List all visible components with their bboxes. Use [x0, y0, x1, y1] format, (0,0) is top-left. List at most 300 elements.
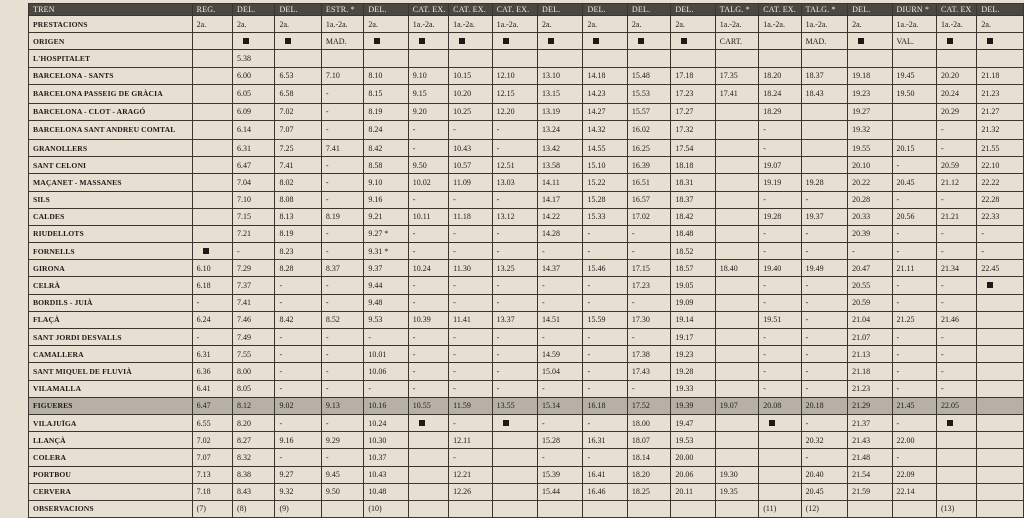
- square-icon: [593, 37, 599, 46]
- time-cell: [977, 466, 1024, 483]
- time-cell: -: [801, 329, 847, 346]
- square-icon: [503, 419, 509, 428]
- time-cell: -: [583, 243, 627, 260]
- time-cell: [492, 432, 537, 449]
- time-cell: [408, 500, 448, 517]
- time-cell: [892, 500, 936, 517]
- time-cell: 1a.-2a.: [759, 16, 801, 33]
- time-cell: 8.52: [321, 311, 363, 328]
- time-cell: 9.02: [275, 397, 321, 414]
- time-cell: [936, 50, 976, 67]
- time-cell: 19.33: [671, 380, 715, 397]
- timetable-row: [29, 449, 1024, 466]
- time-cell: -: [538, 277, 583, 294]
- time-cell: -: [492, 225, 537, 242]
- time-cell: 20.40: [801, 466, 847, 483]
- time-cell: 8.37: [321, 260, 363, 277]
- time-cell: 19.07: [715, 397, 758, 414]
- time-cell: 7.18: [192, 483, 232, 500]
- column-header-train-type: CAT. EX.: [759, 4, 801, 16]
- time-cell: [715, 500, 758, 517]
- time-cell: 19.14: [671, 311, 715, 328]
- time-cell: 14.37: [538, 260, 583, 277]
- time-cell: 19.32: [848, 120, 892, 139]
- station-name: SANT MIQUEL DE FLUVIÀ: [29, 363, 193, 380]
- time-cell: 11.59: [449, 397, 492, 414]
- time-cell: 21.27: [977, 103, 1024, 120]
- time-cell: -: [583, 380, 627, 397]
- time-cell: [977, 432, 1024, 449]
- time-cell: [759, 50, 801, 67]
- time-cell: [715, 363, 758, 380]
- time-cell: [192, 84, 232, 103]
- square-icon: [769, 419, 775, 428]
- origin-square-icon: [364, 33, 408, 50]
- time-cell: (11): [759, 500, 801, 517]
- time-cell: -: [759, 225, 801, 242]
- time-cell: 18.48: [671, 225, 715, 242]
- time-cell: 19.28: [801, 174, 847, 191]
- time-cell: [583, 500, 627, 517]
- time-cell: [449, 500, 492, 517]
- time-cell: -: [801, 346, 847, 363]
- time-cell: -: [759, 139, 801, 156]
- time-cell: 18.00: [627, 414, 670, 431]
- timetable-row: [29, 67, 1024, 84]
- time-cell: -: [408, 120, 448, 139]
- time-cell: 20.28: [848, 191, 892, 208]
- time-cell: -: [801, 449, 847, 466]
- column-header-train-type: CAT. EX.: [492, 4, 537, 16]
- time-cell: -: [936, 363, 976, 380]
- time-cell: 21.54: [848, 466, 892, 483]
- column-header-train-type: DEL.: [977, 4, 1024, 16]
- station-name: L'HOSPITALET: [29, 50, 193, 67]
- time-cell: -: [627, 294, 670, 311]
- time-cell: -: [321, 329, 363, 346]
- timetable-row: [29, 414, 1024, 431]
- station-name: FIGUERES: [29, 397, 193, 414]
- origin-square-icon: [977, 277, 1024, 294]
- time-cell: 20.33: [848, 208, 892, 225]
- time-cell: -: [492, 294, 537, 311]
- origin-square-icon: [492, 414, 537, 431]
- time-cell: 12.10: [492, 67, 537, 84]
- time-cell: 6.24: [192, 311, 232, 328]
- time-cell: [492, 483, 537, 500]
- time-cell: [977, 500, 1024, 517]
- time-cell: 19.53: [671, 432, 715, 449]
- time-cell: -: [321, 157, 363, 174]
- time-cell: 19.37: [801, 208, 847, 225]
- timetable-row: [29, 157, 1024, 174]
- station-name: BARCELONA PASSEIG DE GRÀCIA: [29, 84, 193, 103]
- time-cell: 12.26: [449, 483, 492, 500]
- time-cell: 20.24: [936, 84, 976, 103]
- time-cell: -: [936, 346, 976, 363]
- time-cell: -: [583, 329, 627, 346]
- time-cell: -: [275, 363, 321, 380]
- time-cell: -: [583, 363, 627, 380]
- time-cell: -: [892, 191, 936, 208]
- time-cell: 20.08: [759, 397, 801, 414]
- time-cell: 7.41: [275, 157, 321, 174]
- time-cell: [192, 191, 232, 208]
- time-cell: -: [321, 243, 363, 260]
- time-cell: -: [321, 120, 363, 139]
- time-cell: -: [321, 103, 363, 120]
- time-cell: [977, 483, 1024, 500]
- time-cell: -: [936, 329, 976, 346]
- time-cell: 7.21: [233, 225, 275, 242]
- time-cell: 14.28: [538, 225, 583, 242]
- time-cell: 17.27: [671, 103, 715, 120]
- time-cell: 17.30: [627, 311, 670, 328]
- time-cell: 10.20: [449, 84, 492, 103]
- time-cell: 21.25: [892, 311, 936, 328]
- time-cell: [801, 103, 847, 120]
- time-cell: -: [936, 120, 976, 139]
- time-cell: 6.36: [192, 363, 232, 380]
- time-cell: 21.43: [848, 432, 892, 449]
- station-name: VILAJUÏGA: [29, 414, 193, 431]
- time-cell: 15.46: [583, 260, 627, 277]
- time-cell: [192, 103, 232, 120]
- time-cell: -: [408, 225, 448, 242]
- station-name: COLERA: [29, 449, 193, 466]
- time-cell: [275, 50, 321, 67]
- station-name: FLAÇÀ: [29, 311, 193, 328]
- timetable-row: [29, 84, 1024, 103]
- origin-square-icon: [977, 33, 1024, 50]
- time-cell: 11.30: [449, 260, 492, 277]
- time-cell: -: [321, 363, 363, 380]
- time-cell: 16.46: [583, 483, 627, 500]
- time-cell: -: [627, 329, 670, 346]
- time-cell: 19.09: [671, 294, 715, 311]
- time-cell: 16.57: [627, 191, 670, 208]
- timetable-row: [29, 311, 1024, 328]
- time-cell: [715, 157, 758, 174]
- time-cell: -: [275, 277, 321, 294]
- time-cell: 21.59: [848, 483, 892, 500]
- timetable-row: [29, 139, 1024, 156]
- time-cell: 8.19: [275, 225, 321, 242]
- time-cell: 16.51: [627, 174, 670, 191]
- time-cell: CART.: [715, 33, 758, 50]
- time-cell: 7.07: [192, 449, 232, 466]
- time-cell: 21.07: [848, 329, 892, 346]
- station-name: BARCELONA - CLOT - ARAGÓ: [29, 103, 193, 120]
- time-cell: [192, 208, 232, 225]
- time-cell: -: [492, 380, 537, 397]
- time-cell: -: [892, 346, 936, 363]
- station-name: MAÇANET - MASSANES: [29, 174, 193, 191]
- timetable-row: [29, 225, 1024, 242]
- time-cell: -: [192, 329, 232, 346]
- time-cell: 21.18: [848, 363, 892, 380]
- time-cell: 9.50: [408, 157, 448, 174]
- time-cell: 8.42: [364, 139, 408, 156]
- time-cell: -: [449, 191, 492, 208]
- time-cell: 8.19: [364, 103, 408, 120]
- time-cell: 22.09: [892, 466, 936, 483]
- time-cell: 15.57: [627, 103, 670, 120]
- time-cell: [977, 311, 1024, 328]
- time-cell: (7): [192, 500, 232, 517]
- time-cell: 6.14: [233, 120, 275, 139]
- time-cell: 10.06: [364, 363, 408, 380]
- column-header-train-type: DEL.: [671, 4, 715, 16]
- time-cell: [671, 500, 715, 517]
- time-cell: -: [759, 363, 801, 380]
- time-cell: 17.02: [627, 208, 670, 225]
- time-cell: 20.18: [801, 397, 847, 414]
- time-cell: -: [936, 139, 976, 156]
- time-cell: 7.10: [321, 67, 363, 84]
- time-cell: -: [759, 294, 801, 311]
- time-cell: 22.45: [977, 260, 1024, 277]
- time-cell: 9.13: [321, 397, 363, 414]
- time-cell: -: [583, 294, 627, 311]
- time-cell: 20.47: [848, 260, 892, 277]
- time-cell: -: [759, 277, 801, 294]
- time-cell: -: [892, 277, 936, 294]
- time-cell: 10.37: [364, 449, 408, 466]
- time-cell: 9.45: [321, 466, 363, 483]
- time-cell: [715, 294, 758, 311]
- timetable-row: [29, 500, 1024, 517]
- time-cell: -: [449, 243, 492, 260]
- time-cell: 6.18: [192, 277, 232, 294]
- time-cell: -: [977, 243, 1024, 260]
- column-header-train-type: DEL.: [848, 4, 892, 16]
- time-cell: -: [275, 414, 321, 431]
- time-cell: [715, 329, 758, 346]
- time-cell: -: [449, 346, 492, 363]
- time-cell: [715, 225, 758, 242]
- time-cell: -: [408, 363, 448, 380]
- time-cell: 8.12: [233, 397, 275, 414]
- timetable-row: [29, 243, 1024, 260]
- time-cell: -: [538, 294, 583, 311]
- time-cell: 13.10: [538, 67, 583, 84]
- time-cell: [715, 380, 758, 397]
- time-cell: [192, 120, 232, 139]
- time-cell: -: [801, 277, 847, 294]
- time-cell: 10.39: [408, 311, 448, 328]
- time-cell: [715, 414, 758, 431]
- time-cell: 21.04: [848, 311, 892, 328]
- time-cell: 9.15: [408, 84, 448, 103]
- origin-square-icon: [627, 33, 670, 50]
- square-icon: [987, 281, 993, 290]
- time-cell: [977, 414, 1024, 431]
- time-cell: 9.48: [364, 294, 408, 311]
- time-cell: 16.25: [627, 139, 670, 156]
- time-cell: 8.13: [275, 208, 321, 225]
- time-cell: 19.30: [715, 466, 758, 483]
- station-name: BORDILS - JUIÀ: [29, 294, 193, 311]
- time-cell: -: [321, 191, 363, 208]
- time-cell: 6.47: [233, 157, 275, 174]
- origin-square-icon: [848, 33, 892, 50]
- time-cell: 18.31: [671, 174, 715, 191]
- time-cell: MAD.: [801, 33, 847, 50]
- time-cell: 19.45: [892, 67, 936, 84]
- time-cell: 11.09: [449, 174, 492, 191]
- time-cell: 8.58: [364, 157, 408, 174]
- time-cell: -: [321, 174, 363, 191]
- time-cell: 2a.: [583, 16, 627, 33]
- origin-square-icon: [583, 33, 627, 50]
- timetable-row: [29, 380, 1024, 397]
- time-cell: [583, 50, 627, 67]
- time-cell: 15.59: [583, 311, 627, 328]
- time-cell: 9.53: [364, 311, 408, 328]
- time-cell: 7.29: [233, 260, 275, 277]
- time-cell: 13.19: [538, 103, 583, 120]
- time-cell: -: [408, 380, 448, 397]
- time-cell: [492, 500, 537, 517]
- time-cell: -: [848, 243, 892, 260]
- square-icon: [638, 37, 644, 46]
- time-cell: -: [364, 380, 408, 397]
- time-cell: [936, 432, 976, 449]
- time-cell: 21.45: [892, 397, 936, 414]
- time-cell: 6.31: [192, 346, 232, 363]
- time-cell: (8): [233, 500, 275, 517]
- time-cell: 21.55: [977, 139, 1024, 156]
- time-cell: 20.45: [892, 174, 936, 191]
- time-cell: 8.05: [233, 380, 275, 397]
- time-cell: 17.18: [671, 67, 715, 84]
- time-cell: 14.11: [538, 174, 583, 191]
- time-cell: 17.23: [627, 277, 670, 294]
- time-cell: 20.55: [848, 277, 892, 294]
- time-cell: 8.38: [233, 466, 275, 483]
- time-cell: -: [759, 120, 801, 139]
- time-cell: -: [321, 449, 363, 466]
- time-cell: 15.39: [538, 466, 583, 483]
- time-cell: 14.23: [583, 84, 627, 103]
- timetable-row: [29, 174, 1024, 191]
- time-cell: -: [801, 363, 847, 380]
- time-cell: 19.07: [759, 157, 801, 174]
- time-cell: 22.28: [977, 191, 1024, 208]
- time-cell: 10.55: [408, 397, 448, 414]
- time-cell: 19.19: [759, 174, 801, 191]
- time-cell: [671, 50, 715, 67]
- station-name: SANT JORDI DESVALLS: [29, 329, 193, 346]
- station-name: RIUDELLOTS: [29, 225, 193, 242]
- time-cell: 20.10: [848, 157, 892, 174]
- time-cell: -: [538, 449, 583, 466]
- time-cell: 22.05: [936, 397, 976, 414]
- time-cell: 6.10: [192, 260, 232, 277]
- station-name: ORIGEN: [29, 33, 193, 50]
- time-cell: 14.27: [583, 103, 627, 120]
- time-cell: MAD.: [321, 33, 363, 50]
- time-cell: -: [492, 139, 537, 156]
- time-cell: 1a.-2a.: [892, 16, 936, 33]
- time-cell: 9.20: [408, 103, 448, 120]
- timetable-row: [29, 103, 1024, 120]
- time-cell: 20.59: [848, 294, 892, 311]
- time-cell: 7.10: [233, 191, 275, 208]
- time-cell: -: [492, 243, 537, 260]
- timetable-row: [29, 397, 1024, 414]
- time-cell: -: [449, 329, 492, 346]
- time-cell: 14.18: [583, 67, 627, 84]
- time-cell: 18.52: [671, 243, 715, 260]
- time-cell: [715, 120, 758, 139]
- time-cell: 1a.-2a.: [321, 16, 363, 33]
- time-cell: [936, 483, 976, 500]
- time-cell: -: [192, 294, 232, 311]
- time-cell: 9.29: [321, 432, 363, 449]
- time-cell: -: [449, 363, 492, 380]
- time-cell: -: [321, 294, 363, 311]
- time-cell: -: [492, 277, 537, 294]
- time-cell: 7.49: [233, 329, 275, 346]
- time-cell: -: [892, 157, 936, 174]
- time-cell: 21.34: [936, 260, 976, 277]
- time-cell: 10.57: [449, 157, 492, 174]
- column-header-train: TREN: [29, 4, 193, 16]
- time-cell: 8.24: [364, 120, 408, 139]
- time-cell: 10.43: [449, 139, 492, 156]
- time-cell: [321, 50, 363, 67]
- time-cell: -: [892, 225, 936, 242]
- time-cell: 21.46: [936, 311, 976, 328]
- time-cell: 7.55: [233, 346, 275, 363]
- column-header-train-type: DIURN *: [892, 4, 936, 16]
- time-cell: 13.03: [492, 174, 537, 191]
- time-cell: 16.31: [583, 432, 627, 449]
- time-cell: [759, 483, 801, 500]
- column-header-train-type: DEL.: [233, 4, 275, 16]
- time-cell: 9.10: [408, 67, 448, 84]
- time-cell: -: [759, 346, 801, 363]
- time-cell: 18.20: [627, 466, 670, 483]
- time-cell: 1a.-2a.: [936, 16, 976, 33]
- time-cell: -: [583, 277, 627, 294]
- time-cell: 20.45: [801, 483, 847, 500]
- time-cell: [801, 120, 847, 139]
- origin-square-icon: [492, 33, 537, 50]
- time-cell: [759, 449, 801, 466]
- time-cell: 13.58: [538, 157, 583, 174]
- time-cell: 2a.: [627, 16, 670, 33]
- time-cell: 19.27: [848, 103, 892, 120]
- time-cell: [977, 329, 1024, 346]
- time-cell: -: [801, 380, 847, 397]
- time-cell: 21.37: [848, 414, 892, 431]
- time-cell: -: [449, 294, 492, 311]
- origin-square-icon: [936, 33, 976, 50]
- time-cell: 9.27: [275, 466, 321, 483]
- time-cell: -: [538, 380, 583, 397]
- station-name: VILAMALLA: [29, 380, 193, 397]
- time-cell: [715, 311, 758, 328]
- square-icon: [858, 37, 864, 46]
- time-cell: 20.29: [936, 103, 976, 120]
- origin-square-icon: [671, 33, 715, 50]
- time-cell: 19.47: [671, 414, 715, 431]
- time-cell: 1a.-2a.: [801, 16, 847, 33]
- column-header-train-type: ESTR. *: [321, 4, 363, 16]
